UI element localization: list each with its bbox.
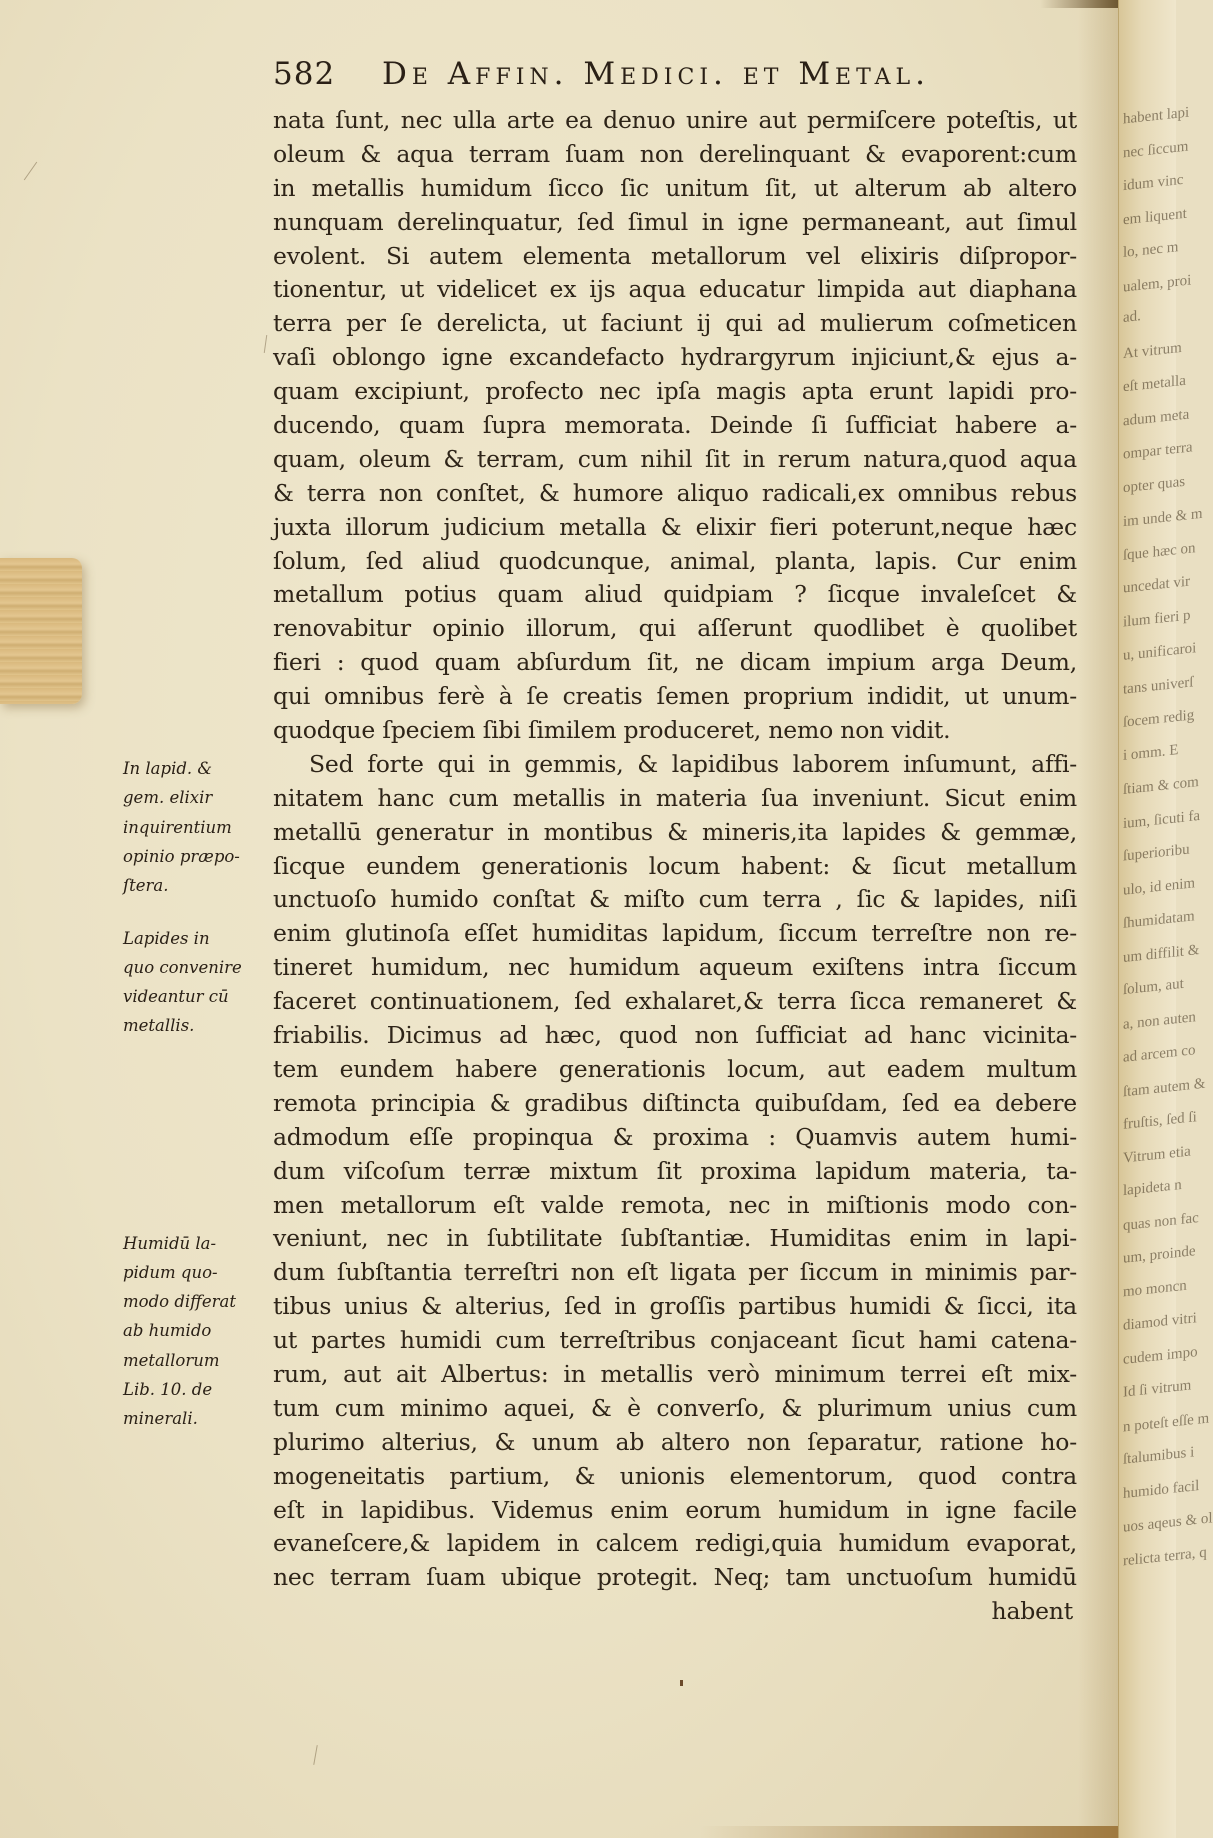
facing-page-text-fragment: im unde & m — [1123, 505, 1203, 531]
facing-page-text-fragment: relicta terra, q — [1123, 1544, 1207, 1569]
facing-page-text-fragment: Vitrum etia — [1123, 1142, 1191, 1167]
margin-note-line: metallorum — [123, 1350, 220, 1370]
margin-note-line: ſtera. — [123, 875, 169, 895]
text-line: tum cum minimo aquei, & è converſo, & plurimum unius cum — [273, 1393, 1077, 1422]
text-line: evolent. Si autem elementa metallorum vel elixiris diſpropor- — [273, 241, 1077, 270]
facing-page-text-fragment: lapideta n — [1123, 1176, 1182, 1200]
facing-page-text-fragment: Id ſi vitrum — [1123, 1377, 1192, 1401]
facing-page-text-fragment: fruſtis, ſed ſi — [1123, 1109, 1197, 1133]
text-line: fieri : quod quam abſurdum ſit, ne dicam impium arga Deum, — [273, 648, 1077, 677]
page-bottom-edge — [700, 1826, 1118, 1838]
facing-page-text-fragment: adum meta — [1123, 406, 1190, 429]
margin-note-line: Humidū la- — [123, 1233, 217, 1253]
facing-page-text-fragment: ſhumidatam — [1123, 908, 1195, 932]
text-line: remota principia & gradibus diſtincta quibuſdam, ſed ea debere — [273, 1088, 1077, 1117]
facing-page-text-fragment: opter quas — [1123, 473, 1186, 496]
text-line: nitatem hanc cum metallis in materia ſua inveniunt. Sicut enim — [273, 783, 1077, 812]
text-line: eſt in lapidibus. Videmus enim eorum humidum in igne facile — [273, 1495, 1077, 1524]
facing-page-text-fragment: cudem impo — [1123, 1343, 1198, 1368]
margin-note-line: metallis. — [123, 1016, 195, 1036]
facing-page-text-fragment: ſtam autem & — [1123, 1075, 1206, 1100]
text-line: plurimo alterius, & unum ab altero non ſeparatur, ratione ho- — [273, 1427, 1077, 1456]
text-line: & terra non conſtet, & humore aliquo radicali,ex omnibus rebus — [273, 478, 1077, 507]
text-line: nec terram ſuam ubique protegit. Neq; tam unctuoſum humidū — [273, 1563, 1077, 1592]
text-line: ducendo, quam ſupra memorata. Deinde ſi ſufficiat habere a- — [273, 411, 1077, 440]
text-line: ſolum, ſed aliud quodcunque, animal, planta, lapis. Cur enim — [273, 546, 1077, 575]
facing-page-text-fragment: a, non auten — [1123, 1008, 1196, 1033]
page-top-edge-shadow — [1040, 0, 1120, 8]
text-line: mogeneitatis partium, & unionis elementorum, quod contra — [273, 1461, 1077, 1490]
facing-page-text-fragment: ſolum, aut — [1123, 975, 1184, 999]
margin-note-line: modo differat — [123, 1292, 236, 1312]
facing-page-text-fragment: um diffilit & — [1123, 941, 1200, 966]
text-line: men metallorum eſt valde remota, nec in miſtionis modo con- — [273, 1190, 1077, 1219]
margin-note-line: ab humido — [123, 1321, 212, 1341]
facing-page-text-fragment: At vitrum — [1123, 339, 1182, 362]
margin-note-line: In lapid. & — [123, 759, 213, 779]
text-line: tem eundem habere generationis locum, aut eadem multum — [273, 1054, 1077, 1083]
text-line: rum, aut ait Albertus: in metallis verò minimum terrei eſt mix- — [273, 1359, 1077, 1388]
facing-page-text-fragment: ſtalumibus i — [1123, 1444, 1195, 1468]
text-line: tibus unius & alterius, ſed in groſſis partibus humidi & ſicci, ita — [273, 1292, 1077, 1321]
facing-page-text-fragment: ſque hæc on — [1123, 539, 1196, 564]
facing-page-text-fragment: humido facil — [1123, 1477, 1200, 1502]
margin-note-line: opinio præpo- — [123, 846, 240, 866]
margin-note — [123, 754, 283, 900]
bookmark-strip — [0, 558, 82, 704]
facing-page-text-fragment: ulo, id enim — [1123, 874, 1196, 899]
facing-page-text-fragment: ilum fieri p — [1123, 606, 1191, 631]
body-text — [273, 104, 1077, 1629]
text-line: oleum & aqua terram ſuam non derelinquant & evaporent:cum — [273, 139, 1077, 168]
facing-page-text-fragment: quas non fac — [1123, 1209, 1199, 1234]
text-line: quodque ſpeciem ſibi ſimilem produceret, nemo non vidit. — [273, 716, 951, 745]
text-line: juxta illorum judicium metalla & elixir fieri poterunt,neque hæc — [273, 512, 1077, 541]
text-line: dum viſcoſum terræ mixtum ſit proxima lapidum materia, ta- — [273, 1156, 1077, 1185]
text-line: quam excipiunt, profecto nec ipſa magis apta erunt lapidi pro- — [273, 377, 1077, 406]
facing-page-text-fragment: ompar terra — [1123, 439, 1193, 463]
text-line: metallū generatur in montibus & mineris,ita lapides & gemmæ, — [273, 817, 1077, 846]
facing-page-text-fragment: i omm. E — [1123, 741, 1179, 764]
margin-note-line: quo convenire — [123, 957, 242, 977]
facing-page-text-fragment: um, proinde — [1123, 1243, 1196, 1267]
facing-page-text-fragment: lo, nec m — [1123, 239, 1179, 261]
catchword: habent — [991, 1597, 1073, 1626]
text-line: Sed forte qui in gemmis, & lapidibus laborem inſumunt, affi- — [309, 749, 1077, 778]
page-number: 582 — [273, 56, 336, 92]
text-line: in metallis humidum ſicco ſic unitum ſit, ut alterum ab altero — [273, 173, 1077, 202]
text-line: vaſi oblongo igne excandefacto hydrargyrum injiciunt,& ejus a- — [273, 343, 1077, 372]
text-line: renovabitur opinio illorum, qui aſſerunt quodlibet è quolibet — [273, 614, 1077, 643]
text-line: evaneſcere,& lapidem in calcem redigi,quia humidum evaporat, — [273, 1529, 1077, 1558]
facing-page-text-fragment: ſtiam & com — [1123, 774, 1199, 798]
margin-note-line: gem. elixir — [123, 788, 213, 808]
text-line: veniunt, nec in ſubtilitate ſubſtantiæ. Humiditas enim in lapi- — [273, 1224, 1077, 1253]
facing-page-text-fragment: ualem, proi — [1123, 271, 1192, 296]
text-line: unctuoſo humido conſtat & miſto cum terra , ſic & lapides, niſi — [273, 885, 1077, 914]
facing-page-text-fragment: ad arcem co — [1123, 1042, 1196, 1066]
ink-speck — [680, 1680, 683, 1686]
text-line: terra per ſe derelicta, ut faciunt ij qui ad mulierum coſmeticen — [273, 309, 1077, 338]
text-line: metallum potius quam aliud quidpiam ? ſicque invaleſcet & — [273, 580, 1077, 609]
facing-page-text-fragment: habent lapi — [1123, 104, 1190, 128]
text-line: friabilis. Dicimus ad hæc, quod non ſufficiat ad hanc vicinita- — [273, 1021, 1077, 1050]
facing-page-text-fragment: u, unificaroi — [1123, 640, 1197, 664]
text-line: enim glutinoſa eſſet humiditas lapidum, ſiccum terreſtre non re- — [273, 919, 1077, 948]
facing-page-text-fragment: nec ſiccum — [1123, 138, 1189, 161]
facing-page-text-fragment: n poteſt eſſe m — [1123, 1409, 1210, 1436]
margin-note — [123, 1229, 283, 1433]
facing-page-edge — [1118, 0, 1213, 1838]
facing-page-text-fragment: tans univerſ — [1123, 673, 1194, 698]
facing-page-text-fragment: em liquent — [1123, 205, 1187, 228]
text-line: admodum eſſe propinqua & proxima : Quamvis autem humi- — [273, 1122, 1077, 1151]
text-line: qui omnibus ferè à ſe creatis ſemen proprium indidit, ut unum- — [273, 682, 1077, 711]
facing-page-text-fragment: ſuperioribu — [1123, 841, 1190, 865]
running-title: De Affin. Medici. et Metal. — [382, 56, 930, 92]
facing-page-text-fragment: idum vinc — [1123, 171, 1184, 195]
facing-page-text-fragment: mo moncn — [1123, 1277, 1187, 1300]
facing-page-text-fragment: ad. — [1123, 308, 1141, 326]
text-line: ut partes humidi cum terreſtribus conjaceant ſicut hami catena- — [273, 1326, 1077, 1355]
margin-note-line: Lapides in — [123, 928, 210, 948]
text-line: quam, oleum & terram, cum nihil ſit in rerum natura,quod aqua — [273, 444, 1077, 473]
text-line: tionentur, ut videlicet ex ijs aqua educatur limpida aut diaphana — [273, 275, 1077, 304]
margin-note-line: videantur cū — [123, 987, 229, 1006]
margin-note-line: Lib. 10. de — [123, 1379, 213, 1399]
running-head — [273, 56, 1093, 96]
text-line: nata ſunt, nec ulla arte ea denuo unire aut permiſcere poteſtis, ut — [273, 106, 1077, 134]
text-line: ſicque eundem generationis locum habent: & ſicut metallum — [273, 851, 1077, 880]
facing-page-text-fragment: ium, ſicuti fa — [1123, 807, 1201, 832]
text-line: faceret continuationem, ſed exhalaret,& terra ſicca remaneret & — [273, 987, 1077, 1016]
facing-page-text-fragment: diamod vitri — [1123, 1310, 1197, 1334]
facing-page-text-fragment: eſt metalla — [1123, 372, 1186, 396]
text-line: dum ſubſtantia terreſtri non eſt ligata per ſiccum in minimis par- — [273, 1258, 1077, 1287]
margin-note — [123, 924, 283, 1041]
margin-note-line: minerali. — [123, 1408, 198, 1428]
facing-page-text-fragment: ſocem redig — [1123, 707, 1195, 731]
text-line: nunquam derelinquatur, ſed ſimul in igne permaneant, aut ſimul — [273, 207, 1077, 236]
margin-note-line: pidum quo- — [123, 1262, 218, 1282]
facing-page-text-fragment: uos aqeus & ol — [1123, 1510, 1213, 1536]
facing-page-text-fragment: uncedat vir — [1123, 573, 1191, 597]
text-line: tineret humidum, nec humidum aqueum exiſtens intra ſiccum — [273, 953, 1077, 982]
margin-note-line: inquirentium — [123, 817, 232, 837]
